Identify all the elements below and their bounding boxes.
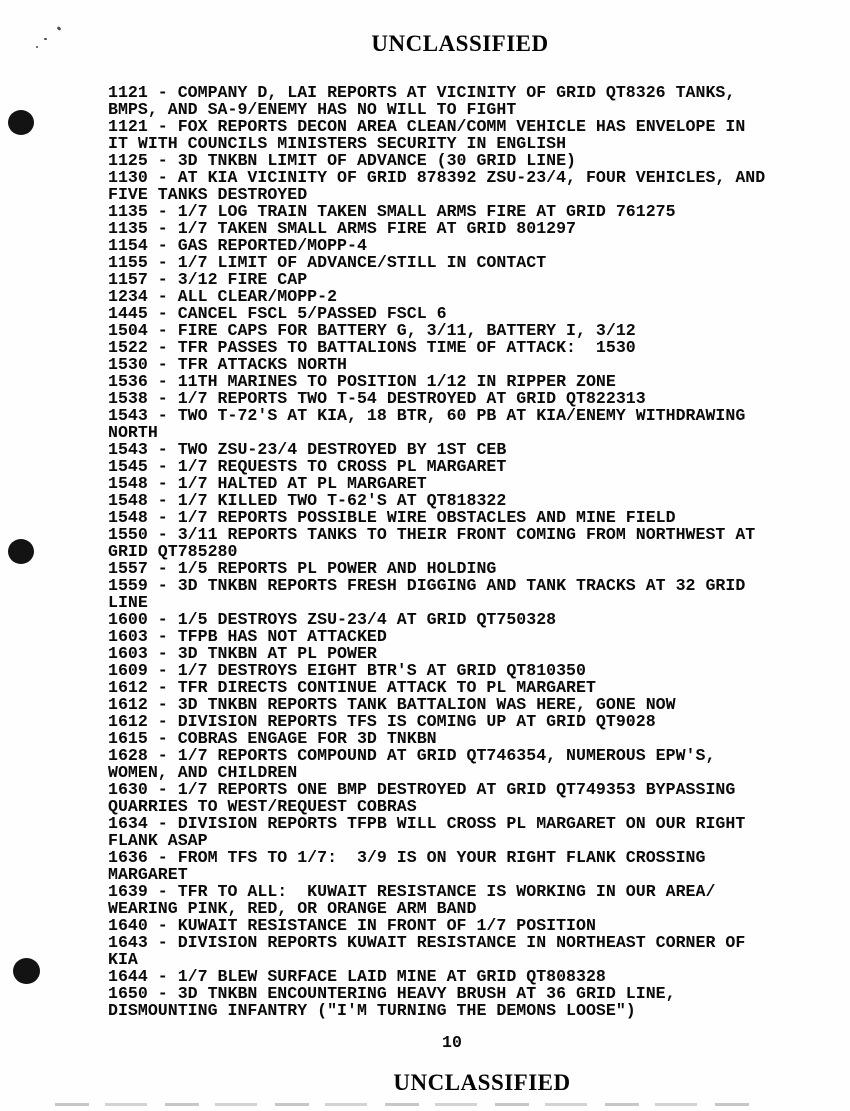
log-entry: 1644 - 1/7 BLEW SURFACE LAID MINE AT GRID QT808328 bbox=[108, 967, 606, 986]
log-entry: 1600 - 1/5 DESTROYS ZSU-23/4 AT GRID QT750328 bbox=[108, 610, 557, 629]
classification-footer: UNCLASSIFIED bbox=[393, 1070, 571, 1095]
classification-header: UNCLASSIFIED bbox=[371, 31, 549, 56]
hole-punch-top bbox=[8, 110, 34, 135]
log-entry: 1445 - CANCEL FSCL 5/PASSED FSCL 6 bbox=[108, 304, 447, 323]
scan-speckle bbox=[44, 38, 47, 40]
log-entry: 1536 - 11TH MARINES TO POSITION 1/12 IN RIPPER ZONE bbox=[108, 372, 616, 391]
log-entry: 1538 - 1/7 REPORTS TWO T-54 DESTROYED AT GRID QT822313 bbox=[108, 389, 646, 408]
log-entry: 1154 - GAS REPORTED/MOPP-4 bbox=[108, 236, 367, 255]
log-entry: 1522 - TFR PASSES TO BATTALIONS TIME OF ATTACK: 1530 bbox=[108, 338, 636, 357]
log-entry: 1615 - COBRAS ENGAGE FOR 3D TNKBN bbox=[108, 729, 437, 748]
log-entry: 1157 - 3/12 FIRE CAP bbox=[108, 270, 308, 289]
log-entry: 1559 - 3D TNKBN REPORTS FRESH DIGGING AND TANK TRACKS AT 32 GRID LINE bbox=[108, 576, 756, 612]
log-entry: 1650 - 3D TNKBN ENCOUNTERING HEAVY BRUSH AT 36 GRID LINE, DISMOUNTING INFANTRY ("I'M TURNING THE DEMONS LOOSE") bbox=[108, 984, 686, 1020]
log-entry: 1550 - 3/11 REPORTS TANKS TO THEIR FRONT COMING FROM NORTHWEST AT GRID QT785280 bbox=[108, 525, 766, 561]
log-entry: 1543 - TWO T-72'S AT KIA, 18 BTR, 60 PB AT KIA/ENEMY WITHDRAWING NORTH bbox=[108, 406, 756, 442]
log-entry: 1612 - DIVISION REPORTS TFS IS COMING UP AT GRID QT9028 bbox=[108, 712, 656, 731]
log-entry: 1548 - 1/7 HALTED AT PL MARGARET bbox=[108, 474, 427, 493]
log-entry: 1634 - DIVISION REPORTS TFPB WILL CROSS PL MARGARET ON OUR RIGHT FLANK ASAP bbox=[108, 814, 756, 850]
log-entry: 1557 - 1/5 REPORTS PL POWER AND HOLDING bbox=[108, 559, 497, 578]
hole-punch-middle bbox=[8, 539, 34, 564]
log-entry: 1121 - FOX REPORTS DECON AREA CLEAN/COMM VEHICLE HAS ENVELOPE IN IT WITH COUNCILS MINISTERS SECURITY IN ENGLISH bbox=[108, 117, 756, 153]
log-entry: 1121 - COMPANY D, LAI REPORTS AT VICINITY OF GRID QT8326 TANKS, BMPS, AND SA-9/ENEMY HAS NO WILL TO FIGHT bbox=[108, 83, 746, 119]
log-entry: 1640 - KUWAIT RESISTANCE IN FRONT OF 1/7 POSITION bbox=[108, 916, 596, 935]
log-entry: 1135 - 1/7 TAKEN SMALL ARMS FIRE AT GRID 801297 bbox=[108, 219, 577, 238]
log-entry-list bbox=[108, 83, 776, 1020]
log-entry: 1545 - 1/7 REQUESTS TO CROSS PL MARGARET bbox=[108, 457, 507, 476]
log-entry: 1135 - 1/7 LOG TRAIN TAKEN SMALL ARMS FIRE AT GRID 761275 bbox=[108, 202, 676, 221]
log-entry: 1630 - 1/7 REPORTS ONE BMP DESTROYED AT GRID QT749353 BYPASSING QUARRIES TO WEST/REQUEST COBRAS bbox=[108, 780, 746, 816]
log-entry: 1612 - TFR DIRECTS CONTINUE ATTACK TO PL MARGARET bbox=[108, 678, 596, 697]
log-entry: 1234 - ALL CLEAR/MOPP-2 bbox=[108, 287, 338, 306]
log-entry: 1155 - 1/7 LIMIT OF ADVANCE/STILL IN CONTACT bbox=[108, 253, 547, 272]
log-entry: 1609 - 1/7 DESTROYS EIGHT BTR'S AT GRID QT810350 bbox=[108, 661, 586, 680]
hole-punch-bottom bbox=[13, 958, 40, 984]
scan-speckle bbox=[57, 26, 62, 31]
log-entry: 1130 - AT KIA VICINITY OF GRID 878392 ZSU-23/4, FOUR VEHICLES, AND FIVE TANKS DESTROYED bbox=[108, 168, 776, 204]
page-number: 10 bbox=[442, 1033, 462, 1052]
log-entry: 1603 - 3D TNKBN AT PL POWER bbox=[108, 644, 377, 663]
log-entry: 1530 - TFR ATTACKS NORTH bbox=[108, 355, 347, 374]
log-entry: 1643 - DIVISION REPORTS KUWAIT RESISTANCE IN NORTHEAST CORNER OF KIA bbox=[108, 933, 756, 969]
log-entry: 1543 - TWO ZSU-23/4 DESTROYED BY 1ST CEB bbox=[108, 440, 507, 459]
log-entry: 1639 - TFR TO ALL: KUWAIT RESISTANCE IS WORKING IN OUR AREA/ WEARING PINK, RED, OR ORANGE ARM BAND bbox=[108, 882, 726, 918]
scan-speckle bbox=[36, 46, 38, 48]
log-entry: 1504 - FIRE CAPS FOR BATTERY G, 3/11, BATTERY I, 3/12 bbox=[108, 321, 636, 340]
scan-artifact-bottom-edge bbox=[55, 1103, 755, 1106]
log-entry: 1603 - TFPB HAS NOT ATTACKED bbox=[108, 627, 387, 646]
log-entry: 1548 - 1/7 KILLED TWO T-62'S AT QT818322 bbox=[108, 491, 507, 510]
log-entry: 1628 - 1/7 REPORTS COMPOUND AT GRID QT746354, NUMEROUS EPW'S, WOMEN, AND CHILDREN bbox=[108, 746, 726, 782]
log-entry: 1548 - 1/7 REPORTS POSSIBLE WIRE OBSTACLES AND MINE FIELD bbox=[108, 508, 676, 527]
log-entry: 1636 - FROM TFS TO 1/7: 3/9 IS ON YOUR RIGHT FLANK CROSSING MARGARET bbox=[108, 848, 716, 884]
log-entry: 1125 - 3D TNKBN LIMIT OF ADVANCE (30 GRID LINE) bbox=[108, 151, 577, 170]
log-entry: 1612 - 3D TNKBN REPORTS TANK BATTALION WAS HERE, GONE NOW bbox=[108, 695, 676, 714]
